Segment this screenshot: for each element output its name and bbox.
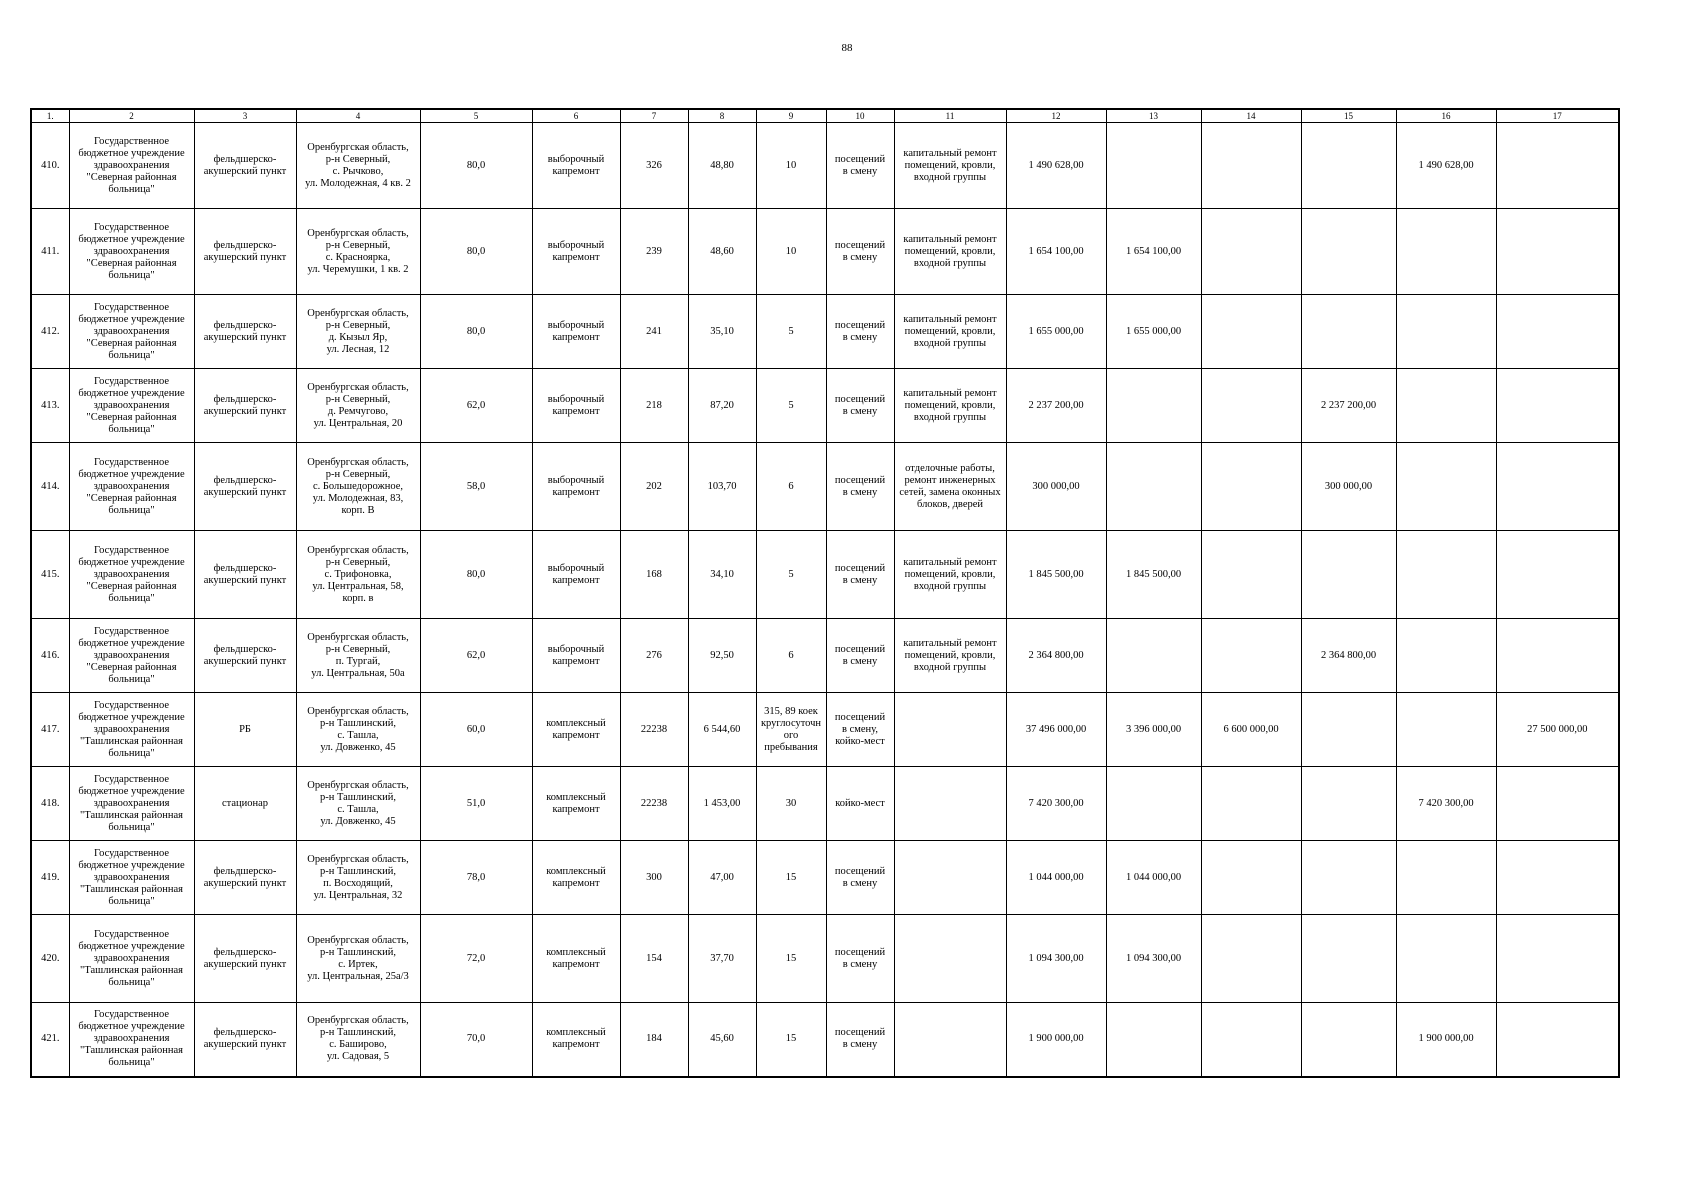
facility-type: фельдшерско- акушерский пункт [194,123,296,209]
capacity-unit: посещений в смену [826,531,894,619]
cost-col-13: 1 845 500,00 [1106,531,1201,619]
cost-col-14 [1201,369,1301,443]
table-row [31,767,1619,841]
facility-address: Оренбургская область, р-н Северный, с. Красноярка, ул. Черемушки, 1 кв. 2 [296,209,420,295]
row-number: 411. [31,209,69,295]
table-row [31,369,1619,443]
col-8-value: 1 453,00 [688,767,756,841]
col-8-value: 48,60 [688,209,756,295]
area-value: 51,0 [420,767,532,841]
works-description [894,915,1006,1003]
cost-col-16 [1396,209,1496,295]
works-description: отделочные работы, ремонт инженерных сетей, замена оконных блоков, дверей [894,443,1006,531]
table-row [31,295,1619,369]
cost-col-15 [1301,841,1396,915]
cost-col-16: 1 900 000,00 [1396,1003,1496,1077]
facility-address: Оренбургская область, р-н Северный, с. Трифоновка, ул. Центральная, 58, корп. в [296,531,420,619]
capacity-unit: посещений в смену [826,123,894,209]
institution-name: Государственное бюджетное учреждение здравоохранения "Северная районная больница" [69,295,194,369]
cost-col-14 [1201,619,1301,693]
cost-col-13: 1 654 100,00 [1106,209,1201,295]
column-header: 16 [1396,109,1496,123]
column-header: 17 [1496,109,1619,123]
facility-address: Оренбургская область, р-н Ташлинский, с. Ташла, ул. Довженко, 45 [296,693,420,767]
area-value: 80,0 [420,295,532,369]
cost-col-17 [1496,915,1619,1003]
works-description: капитальный ремонт помещений, кровли, входной группы [894,123,1006,209]
column-header: 2 [69,109,194,123]
capacity-value: 6 [756,443,826,531]
area-value: 72,0 [420,915,532,1003]
capacity-unit: посещений в смену [826,619,894,693]
cost-col-13 [1106,619,1201,693]
cost-col-15: 300 000,00 [1301,443,1396,531]
repair-type: комплексный капремонт [532,915,620,1003]
col-8-value: 92,50 [688,619,756,693]
cost-col-15 [1301,209,1396,295]
col-7-value: 154 [620,915,688,1003]
total-cost: 1 490 628,00 [1006,123,1106,209]
col-7-value: 241 [620,295,688,369]
area-value: 80,0 [420,531,532,619]
column-header: 15 [1301,109,1396,123]
cost-col-17 [1496,123,1619,209]
column-header: 9 [756,109,826,123]
cost-col-13 [1106,1003,1201,1077]
cost-col-13: 3 396 000,00 [1106,693,1201,767]
cost-col-16: 7 420 300,00 [1396,767,1496,841]
table-row [31,915,1619,1003]
cost-col-13 [1106,767,1201,841]
cost-col-16 [1396,619,1496,693]
column-header: 7 [620,109,688,123]
institution-name: Государственное бюджетное учреждение здравоохранения "Северная районная больница" [69,369,194,443]
capacity-unit: посещений в смену [826,1003,894,1077]
total-cost: 37 496 000,00 [1006,693,1106,767]
col-7-value: 22238 [620,767,688,841]
institution-name: Государственное бюджетное учреждение здравоохранения "Северная районная больница" [69,123,194,209]
capacity-value: 15 [756,841,826,915]
row-number: 412. [31,295,69,369]
row-number: 419. [31,841,69,915]
col-7-value: 202 [620,443,688,531]
works-description [894,767,1006,841]
total-cost: 1 900 000,00 [1006,1003,1106,1077]
capacity-value: 30 [756,767,826,841]
total-cost: 1 654 100,00 [1006,209,1106,295]
facility-address: Оренбургская область, р-н Северный, с. Большедорожное, ул. Молодежная, 83, корп. В [296,443,420,531]
col-8-value: 34,10 [688,531,756,619]
table-row [31,123,1619,209]
table-row [31,443,1619,531]
institution-name: Государственное бюджетное учреждение здравоохранения "Ташлинская районная больница" [69,693,194,767]
cost-col-17 [1496,295,1619,369]
capacity-unit: посещений в смену [826,443,894,531]
repair-type: выборочный капремонт [532,123,620,209]
cost-col-16: 1 490 628,00 [1396,123,1496,209]
facility-address: Оренбургская область, р-н Ташлинский, с. Иртек, ул. Центральная, 25а/3 [296,915,420,1003]
cost-col-14 [1201,295,1301,369]
cost-col-17 [1496,443,1619,531]
table-row [31,531,1619,619]
total-cost: 7 420 300,00 [1006,767,1106,841]
cost-col-17 [1496,1003,1619,1077]
facility-type: фельдшерско- акушерский пункт [194,295,296,369]
column-header: 6 [532,109,620,123]
cost-col-15 [1301,915,1396,1003]
facility-type: фельдшерско- акушерский пункт [194,369,296,443]
works-description: капитальный ремонт помещений, кровли, входной группы [894,531,1006,619]
works-description: капитальный ремонт помещений, кровли, входной группы [894,295,1006,369]
cost-col-14 [1201,1003,1301,1077]
table-row [31,841,1619,915]
facility-address: Оренбургская область, р-н Ташлинский, п. Восходящий, ул. Центральная, 32 [296,841,420,915]
facility-address: Оренбургская область, р-н Северный, д. Кызыл Яр, ул. Лесная, 12 [296,295,420,369]
capacity-unit: посещений в смену, койко-мест [826,693,894,767]
cost-col-15 [1301,767,1396,841]
area-value: 78,0 [420,841,532,915]
facility-type: РБ [194,693,296,767]
row-number: 413. [31,369,69,443]
cost-col-16 [1396,841,1496,915]
cost-col-16 [1396,443,1496,531]
institution-name: Государственное бюджетное учреждение здравоохранения "Ташлинская районная больница" [69,915,194,1003]
cost-col-16 [1396,915,1496,1003]
cost-col-17 [1496,209,1619,295]
page-number: 88 [841,42,853,54]
table-row [31,1003,1619,1077]
cost-col-15 [1301,531,1396,619]
works-description [894,693,1006,767]
area-value: 80,0 [420,123,532,209]
repair-type: комплексный капремонт [532,1003,620,1077]
works-description: капитальный ремонт помещений, кровли, входной группы [894,619,1006,693]
facility-address: Оренбургская область, р-н Ташлинский, с. Ташла, ул. Довженко, 45 [296,767,420,841]
facility-type: фельдшерско- акушерский пункт [194,841,296,915]
cost-col-14: 6 600 000,00 [1201,693,1301,767]
row-number: 416. [31,619,69,693]
repair-type: выборочный капремонт [532,209,620,295]
column-header: 13 [1106,109,1201,123]
area-value: 62,0 [420,619,532,693]
cost-col-13 [1106,123,1201,209]
table-row [31,619,1619,693]
table-row [31,209,1619,295]
capacity-unit: посещений в смену [826,295,894,369]
works-description: капитальный ремонт помещений, кровли, входной группы [894,369,1006,443]
facility-type: фельдшерско- акушерский пункт [194,619,296,693]
institution-name: Государственное бюджетное учреждение здравоохранения "Ташлинская районная больница" [69,841,194,915]
capacity-value: 5 [756,295,826,369]
institution-name: Государственное бюджетное учреждение здравоохранения "Ташлинская районная больница" [69,1003,194,1077]
col-8-value: 103,70 [688,443,756,531]
total-cost: 1 044 000,00 [1006,841,1106,915]
cost-col-14 [1201,767,1301,841]
column-header: 3 [194,109,296,123]
cost-col-15 [1301,295,1396,369]
facility-address: Оренбургская область, р-н Северный, д. Ремчугово, ул. Центральная, 20 [296,369,420,443]
repair-type: выборочный капремонт [532,369,620,443]
facility-address: Оренбургская область, р-н Северный, п. Тургай, ул. Центральная, 50а [296,619,420,693]
cost-col-13: 1 044 000,00 [1106,841,1201,915]
row-number: 417. [31,693,69,767]
cost-col-14 [1201,209,1301,295]
repair-type: выборочный капремонт [532,531,620,619]
area-value: 58,0 [420,443,532,531]
facility-type: фельдшерско- акушерский пункт [194,443,296,531]
facility-type: фельдшерско- акушерский пункт [194,209,296,295]
cost-col-17 [1496,531,1619,619]
cost-col-13: 1 094 300,00 [1106,915,1201,1003]
column-header: 14 [1201,109,1301,123]
row-number: 414. [31,443,69,531]
col-8-value: 6 544,60 [688,693,756,767]
capacity-value: 5 [756,531,826,619]
cost-col-15: 2 237 200,00 [1301,369,1396,443]
cost-col-15 [1301,123,1396,209]
repair-type: комплексный капремонт [532,767,620,841]
table-row [31,693,1619,767]
institution-name: Государственное бюджетное учреждение здравоохранения "Северная районная больница" [69,443,194,531]
cost-col-14 [1201,443,1301,531]
facility-type: фельдшерско- акушерский пункт [194,531,296,619]
cost-col-15 [1301,1003,1396,1077]
capacity-unit: посещений в смену [826,209,894,295]
institution-name: Государственное бюджетное учреждение здравоохранения "Северная районная больница" [69,619,194,693]
header-row [31,109,1619,123]
area-value: 62,0 [420,369,532,443]
table-body [31,123,1619,1077]
column-header: 1. [31,109,69,123]
capacity-value: 10 [756,123,826,209]
capacity-unit: посещений в смену [826,841,894,915]
col-7-value: 300 [620,841,688,915]
facility-type: фельдшерско- акушерский пункт [194,1003,296,1077]
facility-address: Оренбургская область, р-н Северный, с. Рычково, ул. Молодежная, 4 кв. 2 [296,123,420,209]
cost-col-17 [1496,619,1619,693]
facility-type: стационар [194,767,296,841]
works-description [894,841,1006,915]
works-description: капитальный ремонт помещений, кровли, входной группы [894,209,1006,295]
total-cost: 1 655 000,00 [1006,295,1106,369]
col-7-value: 184 [620,1003,688,1077]
total-cost: 2 237 200,00 [1006,369,1106,443]
cost-col-17 [1496,369,1619,443]
col-7-value: 239 [620,209,688,295]
column-header: 8 [688,109,756,123]
col-7-value: 168 [620,531,688,619]
capacity-unit: койко-мест [826,767,894,841]
column-header: 5 [420,109,532,123]
repair-type: комплексный капремонт [532,693,620,767]
institution-name: Государственное бюджетное учреждение здравоохранения "Северная районная больница" [69,209,194,295]
cost-col-13: 1 655 000,00 [1106,295,1201,369]
capacity-value: 6 [756,619,826,693]
cost-col-14 [1201,123,1301,209]
cost-col-17: 27 500 000,00 [1496,693,1619,767]
cost-col-14 [1201,531,1301,619]
total-cost: 1 845 500,00 [1006,531,1106,619]
cost-col-15: 2 364 800,00 [1301,619,1396,693]
repair-type: выборочный капремонт [532,295,620,369]
column-header: 4 [296,109,420,123]
column-header: 11 [894,109,1006,123]
works-description [894,1003,1006,1077]
repair-type: комплексный капремонт [532,841,620,915]
row-number: 420. [31,915,69,1003]
row-number: 410. [31,123,69,209]
total-cost: 300 000,00 [1006,443,1106,531]
col-7-value: 22238 [620,693,688,767]
cost-col-16 [1396,531,1496,619]
col-8-value: 87,20 [688,369,756,443]
col-8-value: 48,80 [688,123,756,209]
capacity-value: 5 [756,369,826,443]
capacity-value: 315, 89 коек круглосуточн ого пребывания [756,693,826,767]
institution-name: Государственное бюджетное учреждение здравоохранения "Ташлинская районная больница" [69,767,194,841]
capacity-value: 15 [756,915,826,1003]
repair-type: выборочный капремонт [532,619,620,693]
row-number: 415. [31,531,69,619]
row-number: 421. [31,1003,69,1077]
repair-type: выборочный капремонт [532,443,620,531]
column-header: 10 [826,109,894,123]
cost-col-15 [1301,693,1396,767]
cost-col-17 [1496,841,1619,915]
col-7-value: 218 [620,369,688,443]
cost-col-16 [1396,295,1496,369]
area-value: 80,0 [420,209,532,295]
cost-col-17 [1496,767,1619,841]
col-8-value: 47,00 [688,841,756,915]
registry-table [30,108,1620,1078]
facility-type: фельдшерско- акушерский пункт [194,915,296,1003]
cost-col-13 [1106,443,1201,531]
col-7-value: 326 [620,123,688,209]
column-header: 12 [1006,109,1106,123]
area-value: 60,0 [420,693,532,767]
capacity-value: 10 [756,209,826,295]
institution-name: Государственное бюджетное учреждение здравоохранения "Северная районная больница" [69,531,194,619]
capacity-unit: посещений в смену [826,915,894,1003]
cost-col-13 [1106,369,1201,443]
cost-col-14 [1201,841,1301,915]
total-cost: 1 094 300,00 [1006,915,1106,1003]
capacity-unit: посещений в смену [826,369,894,443]
col-8-value: 37,70 [688,915,756,1003]
cost-col-16 [1396,369,1496,443]
area-value: 70,0 [420,1003,532,1077]
col-8-value: 45,60 [688,1003,756,1077]
total-cost: 2 364 800,00 [1006,619,1106,693]
row-number: 418. [31,767,69,841]
cost-col-14 [1201,915,1301,1003]
col-8-value: 35,10 [688,295,756,369]
capacity-value: 15 [756,1003,826,1077]
col-7-value: 276 [620,619,688,693]
cost-col-16 [1396,693,1496,767]
facility-address: Оренбургская область, р-н Ташлинский, с. Баширово, ул. Садовая, 5 [296,1003,420,1077]
